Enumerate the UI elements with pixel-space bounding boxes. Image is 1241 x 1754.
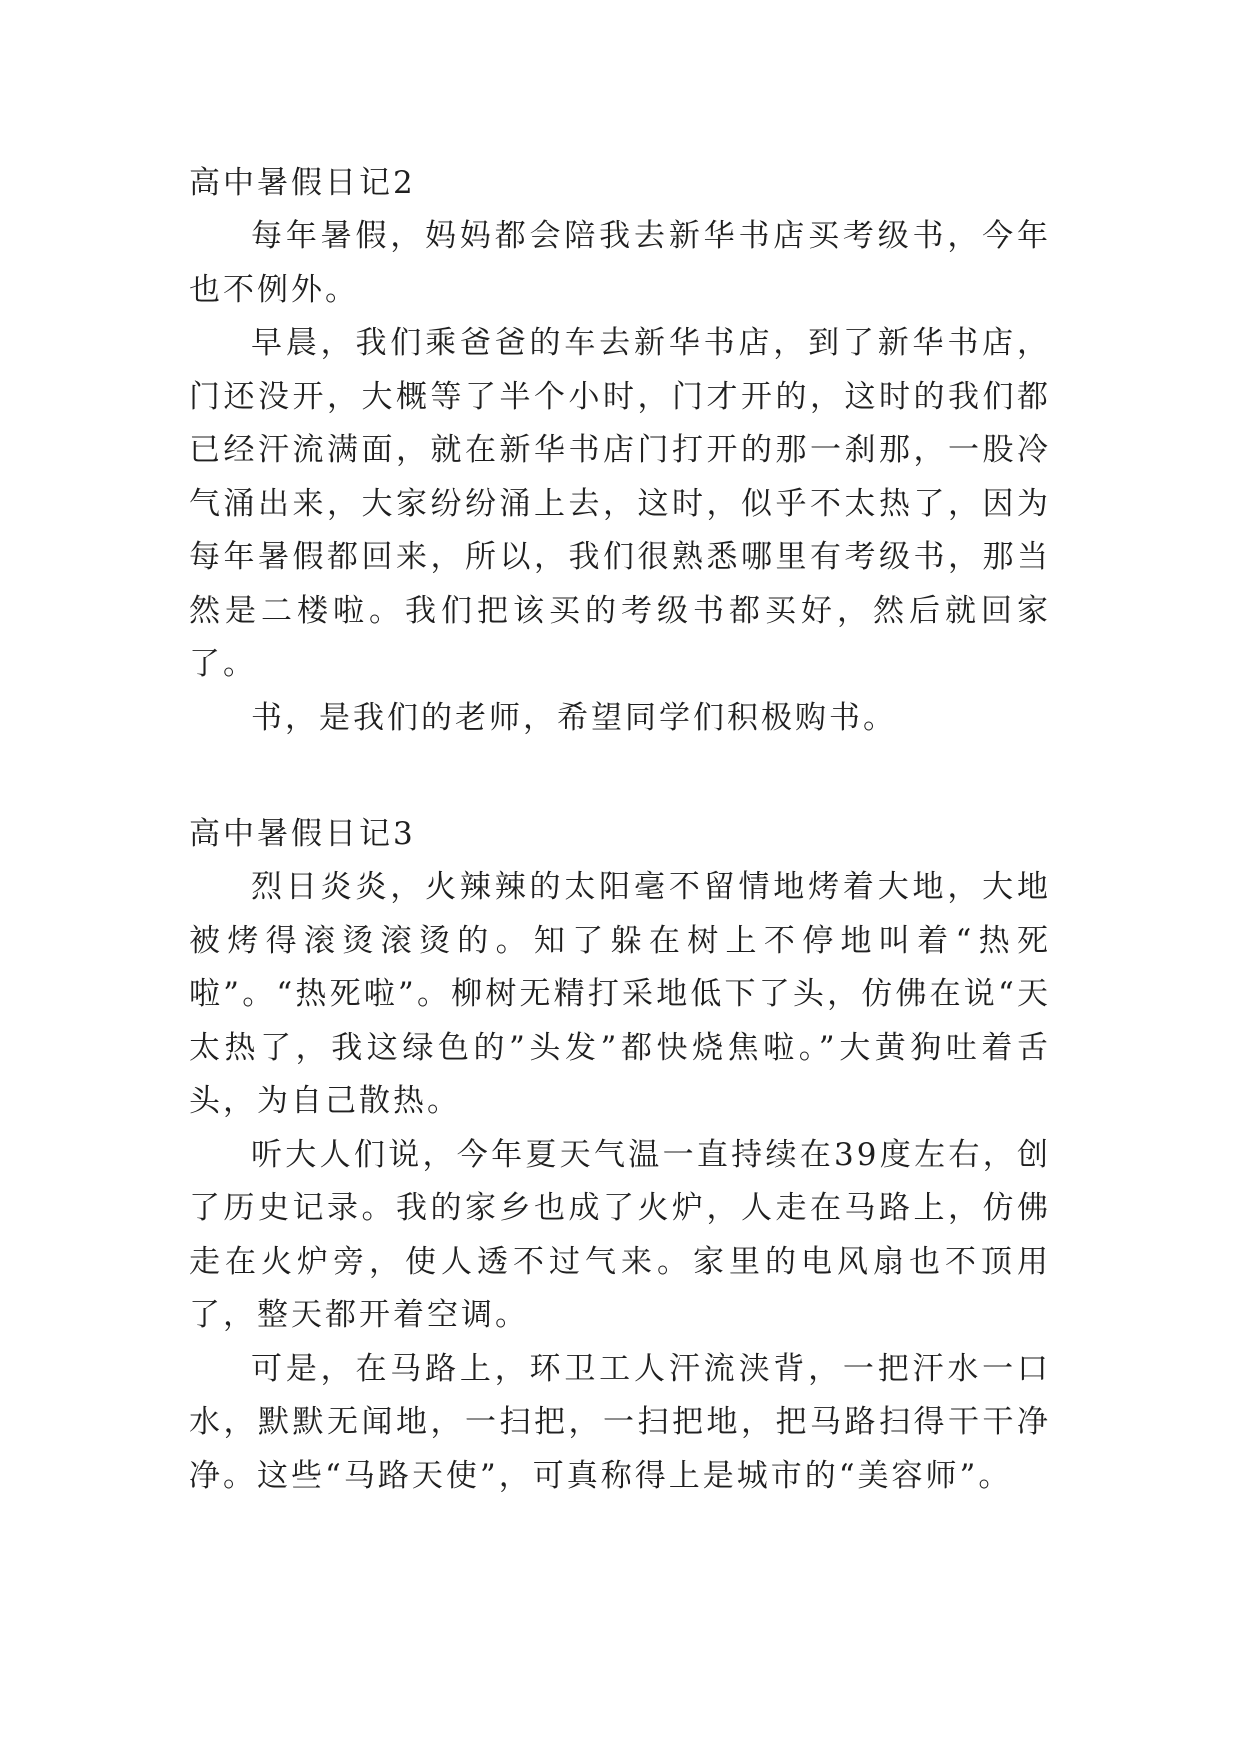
paragraph: 可是，在马路上，环卫工人汗流浃背，一把汗水一口水，默默无闻地，一扫把，一扫把地，把马路扫得干干净净。这些“马路天使”，可真称得上是城市的“美容师”。 (189, 1350, 1051, 1494)
paragraph: 书，是我们的老师，希望同学们积极购书。 (251, 699, 897, 736)
paragraph: 烈日炎炎，火辣辣的太阳毫不留情地烤着大地，大地被烤得滚烫滚烫的。知了躲在树上不停地叫着“热死啦”。“热死啦”。柳树无精打采地低下了头，仿佛在说“天太热了，我这绿色的”头发”都快烧焦啦。”大黄狗吐着舌头，为自己散热。 (189, 869, 1051, 1119)
paragraph: 早晨，我们乘爸爸的车去新华书店，到了新华书店，门还没开，大概等了半个小时，门才开的，这时的我们都已经汗流满面，就在新华书店门打开的那一刹那，一股冷气涌出来，大家纷纷涌上去，这时，似乎不太热了，因为每年暑假都回来，所以，我们很熟悉哪里有考级书，那当然是二楼啦。我们把该买的考级书都买好，然后就回家了。 (189, 325, 1051, 682)
entry-title: 高中暑假日记2 (189, 165, 416, 201)
diary-entry-2 (189, 157, 1051, 745)
document-body (189, 157, 1051, 1503)
diary-entry-3 (189, 808, 1051, 1503)
entry-title: 高中暑假日记3 (189, 816, 416, 852)
paragraph: 每年暑假，妈妈都会陪我去新华书店买考级书，今年也不例外。 (189, 218, 1051, 308)
paragraph: 听大人们说，今年夏天气温一直持续在39度左右，创了历史记录。我的家乡也成了火炉，人走在马路上，仿佛走在火炉旁，使人透不过气来。家里的电风扇也不顶用了，整天都开着空调。 (189, 1136, 1051, 1333)
